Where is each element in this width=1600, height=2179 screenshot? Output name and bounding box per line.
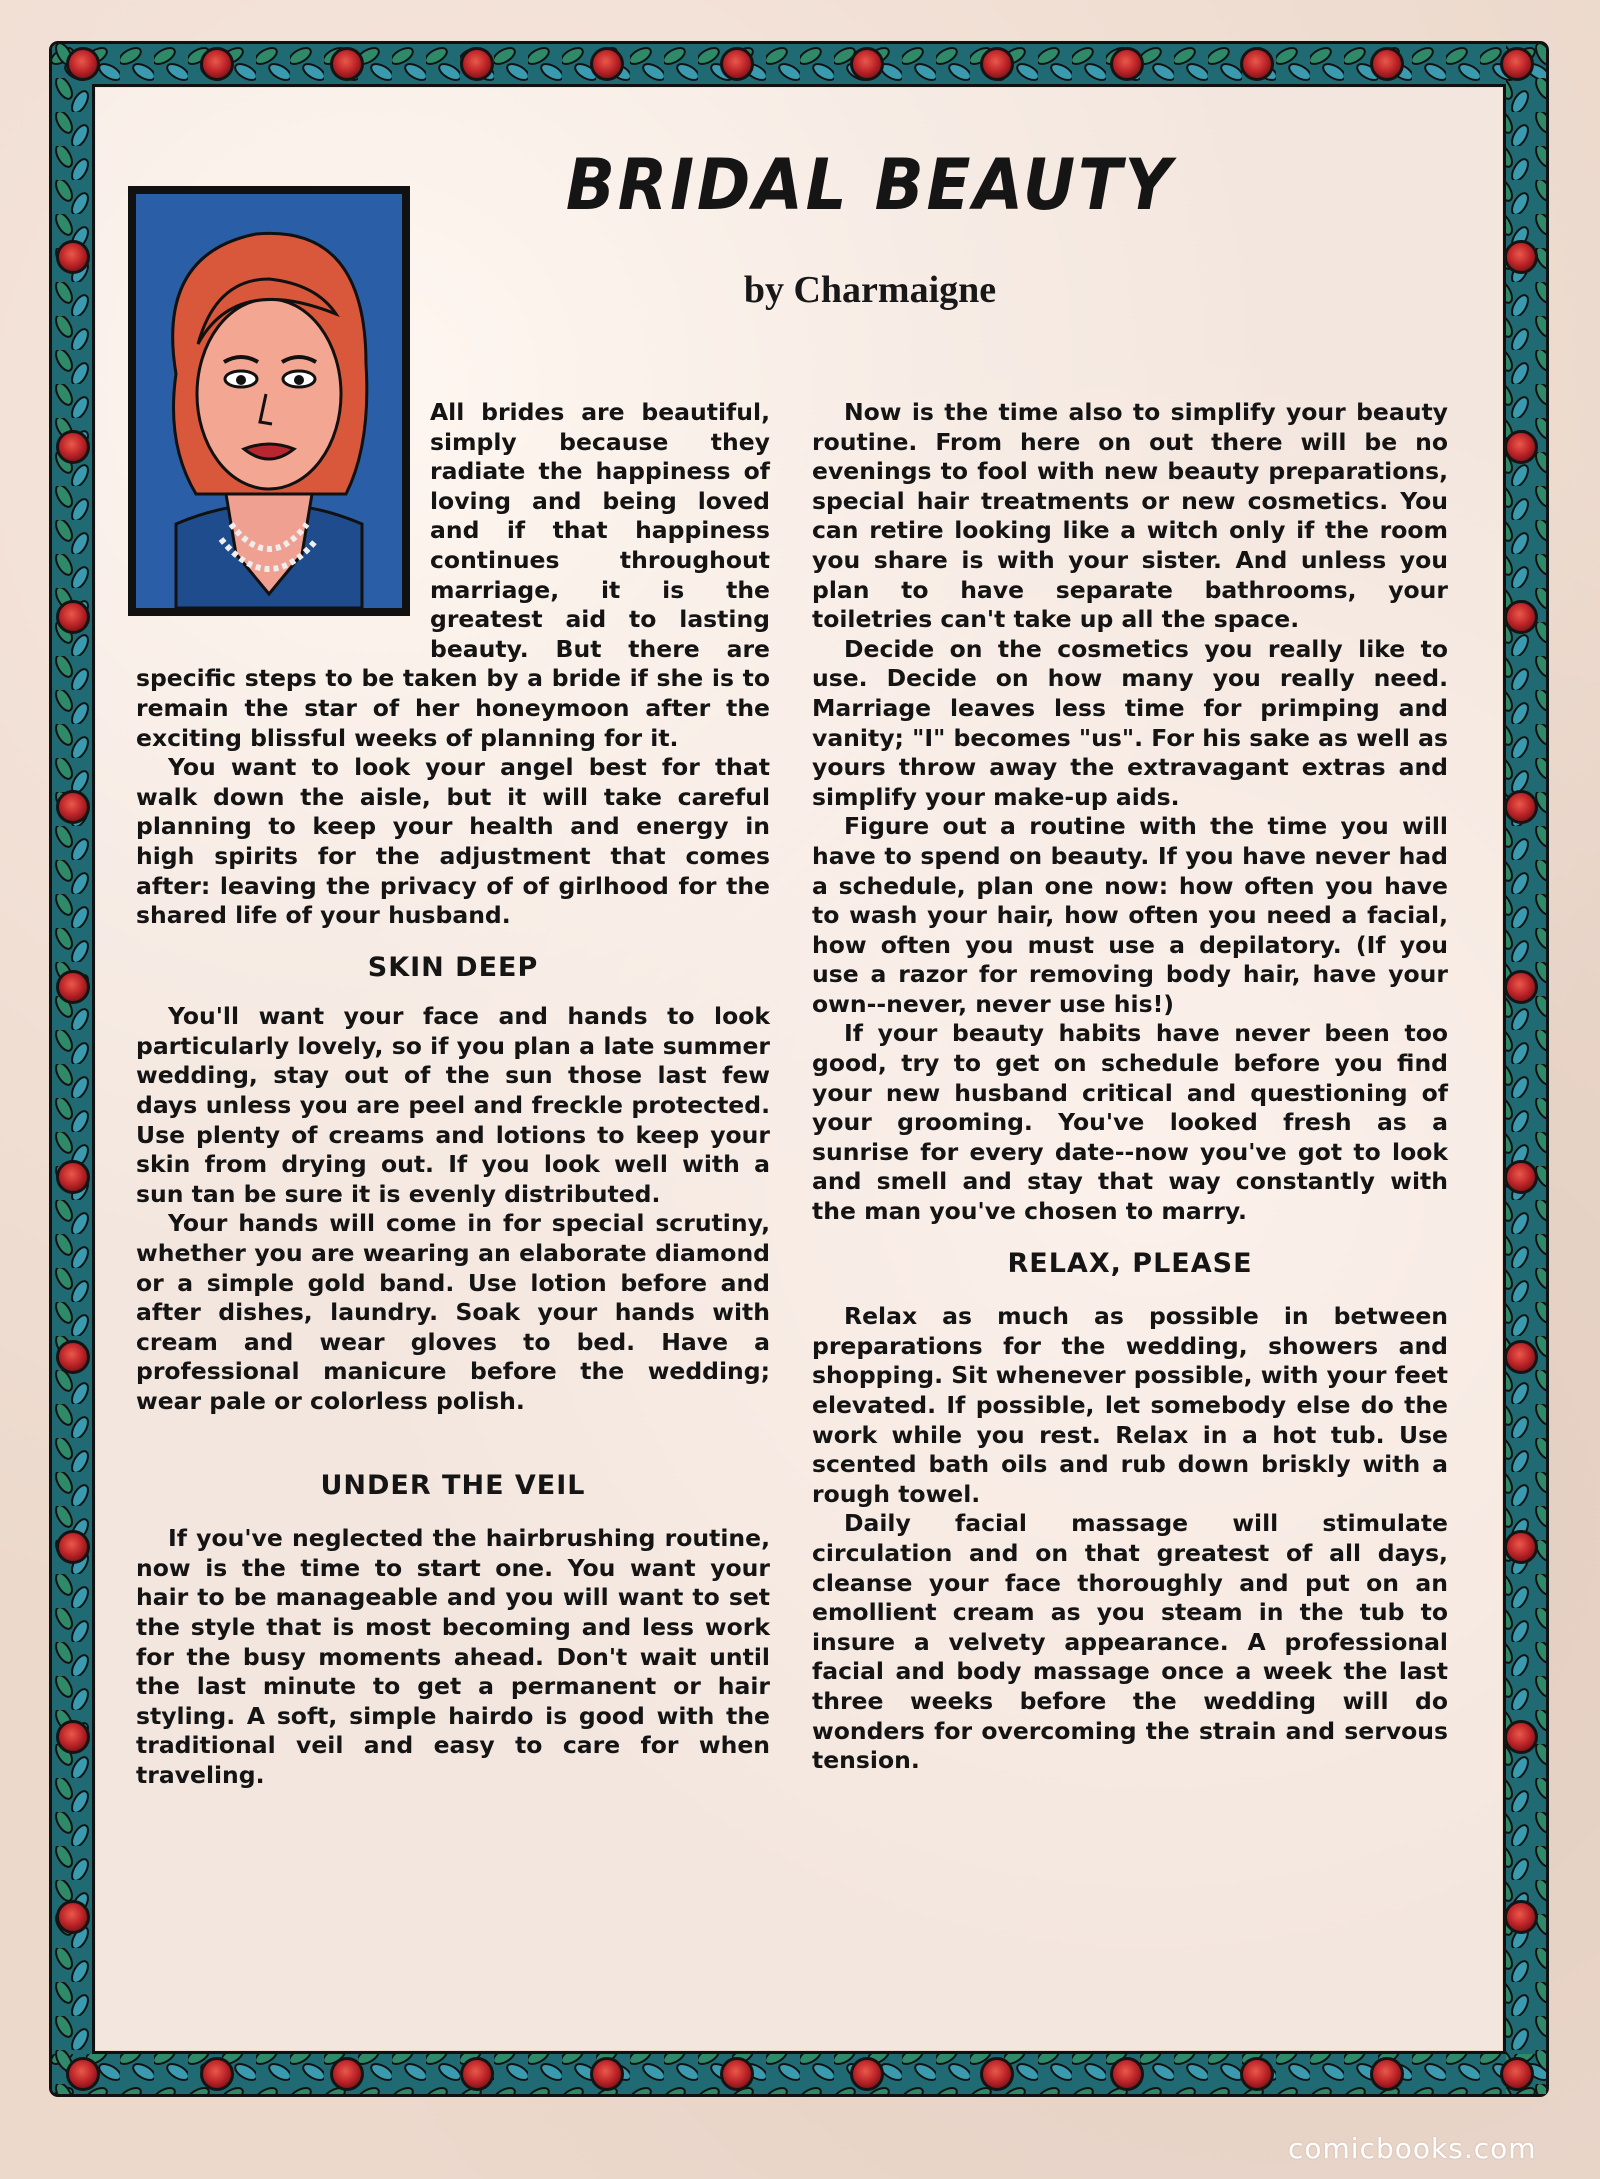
rose-icon (1110, 2057, 1144, 2091)
rose-icon (56, 790, 90, 824)
article-byline: by Charmaigne (743, 269, 997, 311)
left-column-flow (136, 398, 770, 1791)
right-paragraph-4: If your beauty habits have never been too good, try to get on schedule before you find your new husband critical and questioning of your grooming. You've looked fresh as a sunrise for every date--now you've got to look and smell and stay that way constantly with the man you've chosen to marry. (812, 1019, 1448, 1226)
rose-icon (56, 1720, 90, 1754)
portrait-spacer (136, 398, 430, 638)
intro-paragraph-1-flow: All brides are beautiful, simply because they radiate the happiness of loving and being loved and if that happiness continues throughout marriage, it is the greatest aid to lasting beauty. But there are specific steps to be taken by a bride if she is to remain the star of her honeymoon after the exciting blissful weeks of planning for it. (136, 398, 770, 752)
rose-icon (460, 2057, 494, 2091)
rose-icon (590, 2057, 624, 2091)
rose-icon (330, 47, 364, 81)
rose-icon (56, 1530, 90, 1564)
rose-icon (66, 47, 100, 81)
rose-icon (1370, 47, 1404, 81)
rose-icon (720, 47, 754, 81)
rose-icon (1504, 1530, 1538, 1564)
rose-icon (1504, 970, 1538, 1004)
rose-icon (200, 2057, 234, 2091)
section-heading-skin-deep: SKIN DEEP (367, 951, 539, 983)
rose-icon (980, 47, 1014, 81)
rose-icon (1240, 2057, 1274, 2091)
rose-icon (1504, 240, 1538, 274)
rose-icon (66, 2057, 100, 2091)
rose-icon (1504, 600, 1538, 634)
right-paragraph-1: Now is the time also to simplify your beauty routine. From here on out there will be no evenings to fool with new beauty preparations, special hair treatments or new cosmetics. You can retire looking like a witch only if the room you share is with your sister. And unless you plan to have separate bathrooms, your toiletries can't take up all the space. (812, 398, 1448, 634)
rose-icon (1504, 1160, 1538, 1194)
right-paragraph-3: Figure out a routine with the time you will have to spend on beauty. If you have never had a schedule, plan one now: how often you have to wash your hair, how often you need a facial, how often you must use a depilatory. (If you use a razor for removing body hair, have your own--never, never use his!) (812, 812, 1448, 1018)
rose-icon (1110, 47, 1144, 81)
rose-icon (330, 2057, 364, 2091)
intro-paragraph-2: You want to look your angel best for that walk down the aisle, but it will take careful planning to keep your health and energy in high spirits for the adjustment that comes after: leaving the privacy of of girlhood for the shared life of your husband. (136, 753, 770, 930)
article-title: BRIDAL BEAUTY (565, 144, 1175, 226)
rose-icon (850, 2057, 884, 2091)
rose-icon (980, 2057, 1014, 2091)
rose-icon (56, 1160, 90, 1194)
rose-icon (460, 47, 494, 81)
section-heading-under-the-veil: UNDER THE VEIL (320, 1469, 586, 1501)
section-heading-relax-please: RELAX, PLEASE (1007, 1247, 1253, 1279)
rose-icon (200, 47, 234, 81)
rose-icon (1370, 2057, 1404, 2091)
rose-icon (56, 1340, 90, 1374)
right-column (812, 398, 1448, 1776)
rose-icon (590, 47, 624, 81)
relax-paragraph-1: Relax as much as possible in between preparations for the wedding, showers and shopping. Sit whenever possible, with your feet elevated. If possible, let somebody else do the work while you rest. Relax in a hot tub. Use scented bath oils and rub down briskly with a rough towel. (812, 1302, 1448, 1508)
relax-paragraph-2: Daily facial massage will stimulate circulation and on that greatest of all days, cleanse your face thoroughly and put on an emollient cream as you steam in the tub to insure a velvety appearance. A professional facial and body massage once a week the last three weeks before the wedding will do wonders for overcoming the strain and servous tension. (812, 1509, 1448, 1775)
rose-icon (720, 2057, 754, 2091)
rose-icon (1504, 790, 1538, 824)
veil-paragraph-1: If you've neglected the hairbrushing routine, now is the time to start one. You want your hair to be manageable and you will want to set the style that is most becoming and less work for the busy moments ahead. Don't wait until the last minute to get a permanent or hair styling. A soft, simple hairdo is good with the traditional veil and easy to care for when traveling. (136, 1524, 770, 1789)
rose-icon (1504, 1900, 1538, 1934)
rose-icon (56, 600, 90, 634)
right-paragraph-2: Decide on the cosmetics you really like to use. Decide on how many you really need. Marriage leaves less time for primping and vanity; "I" becomes "us". For his sake as well as yours throw away the extravagant extras and simplify your make-up aids. (812, 634, 1448, 811)
rose-icon (56, 1900, 90, 1934)
skin-paragraph-2: Your hands will come in for special scrutiny, whether you are wearing an elaborate diamond or a simple gold band. Use lotion before and after dishes, laundry. Soak your hands with cream and wear gloves to bed. Have a professional manicure before the wedding; wear pale or colorless polish. (136, 1209, 770, 1415)
rose-icon (56, 240, 90, 274)
rose-icon (850, 47, 884, 81)
rose-icon (1504, 1720, 1538, 1754)
rose-icon (1240, 47, 1274, 81)
rose-icon (56, 970, 90, 1004)
rose-icon (56, 430, 90, 464)
rose-icon (1504, 430, 1538, 464)
rose-icon (1500, 2057, 1534, 2091)
rose-icon (1500, 47, 1534, 81)
site-watermark: comicbooks.com (1288, 2132, 1537, 2165)
rose-icon (1504, 1340, 1538, 1374)
skin-paragraph-1: You'll want your face and hands to look particularly lovely, so if you plan a late summer wedding, stay out of the sun those last few days unless you are peel and freckle protected. Use plenty of creams and lotions to keep your skin from drying out. If you look well with a sun tan be sure it is evenly distributed. (136, 1002, 770, 1208)
